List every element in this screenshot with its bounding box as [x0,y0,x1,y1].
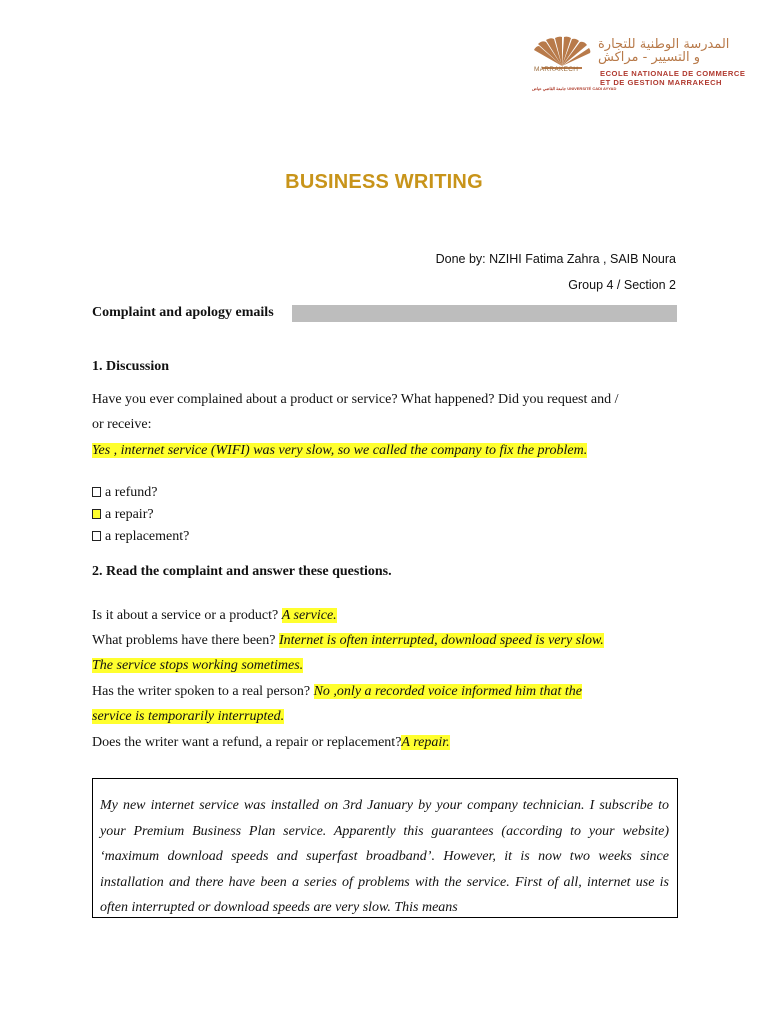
reading-heading: 2. Read the complaint and answer these questions. [92,564,392,579]
logo-french-line1: ECOLE NATIONALE DE COMMERCE [600,69,746,78]
topic-shaded-bar [292,305,677,322]
logo-university-text: جامعة القاضي عياض UNIVERSITÉ CADI AYYAD [532,86,617,91]
option-label: a refund? [105,485,158,500]
authors-line: Done by: NZIHI Fatima Zahra , SAIB Noura [435,252,676,266]
logo-city-text: MARRAKECH [534,66,579,73]
palm-logo-icon [528,36,596,70]
option-label: a replacement? [105,529,190,544]
logo-french-name [600,69,745,87]
option-refund [92,485,157,501]
email-excerpt-text: My new internet service was installed on 3rd January by your company technician. I subscribe to your Premium Business Plan service. Apparently this guarantees (according to your website) ‘maximum download speeds and superfast broadband’. However, it is now two weeks since installation and there have been a series of problems with the service. First of all, internet use is often interrupted or download speeds are very slow. This means [100,798,669,916]
answer-text: Internet is often interrupted, download speed is very slow. [278,633,604,648]
discussion-heading: 1. Discussion [92,359,170,374]
question-text: Is it about a service or a product? [92,608,279,623]
question-3 [92,684,582,700]
logo-arabic-line1: المدرسة الوطنية للتجارة [598,37,730,52]
logo-arabic-name [598,38,734,64]
discussion-answer: Yes , internet service (WIFI) was very slow, so we called the company to fix the problem. [92,443,588,458]
question-text: Has the writer spoken to a real person? [92,684,311,699]
option-replacement [92,529,189,545]
answer-text: A service. [281,608,337,623]
logo-french-line2: ET DE GESTION MARRAKECH [600,78,723,87]
checkbox-icon [92,487,101,497]
answer-text: A repair. [401,735,450,750]
checkbox-selected-icon [92,509,101,519]
answer-text-continued: The service stops working sometimes. [92,658,304,673]
school-logo [528,36,746,98]
question-4 [92,735,450,751]
discussion-question-line1: Have you ever complained about a product or service? What happened? Did you request and / [92,392,619,407]
question-text: Does the writer want a refund, a repair or replacement? [92,735,402,750]
question-2 [92,633,604,649]
group-line: Group 4 / Section 2 [568,278,676,292]
discussion-question-line2: or receive: [92,417,152,432]
option-label: a repair? [105,507,154,522]
answer-text-continued: service is temporarily interrupted. [92,709,285,724]
option-repair [92,507,154,523]
page-title: BUSINESS WRITING [285,171,483,193]
topic-heading: Complaint and apology emails [92,305,274,320]
checkbox-icon [92,531,101,541]
answer-text: No ,only a recorded voice informed him that the [313,684,582,699]
email-excerpt-box [92,778,678,918]
question-1 [92,608,337,624]
logo-arabic-line2: و التسيير - مراكش [598,50,700,65]
question-text: What problems have there been? [92,633,276,648]
